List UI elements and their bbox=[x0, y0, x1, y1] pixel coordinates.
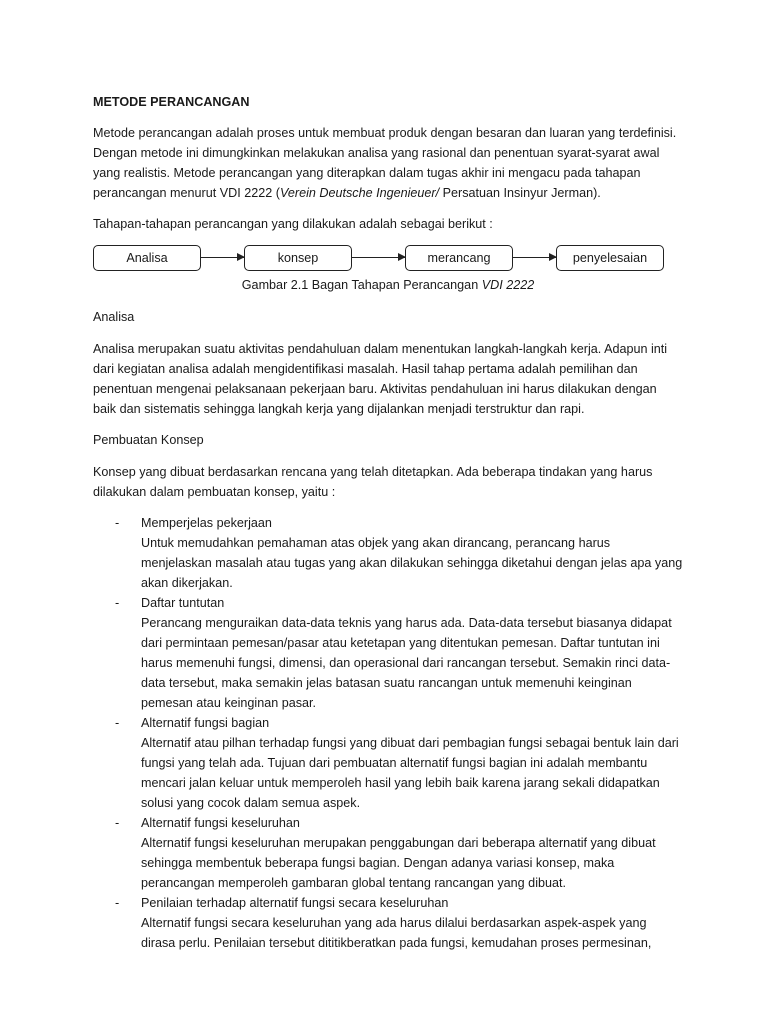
list-bullet: - bbox=[115, 596, 120, 610]
diagram-box-analisa: Analisa bbox=[93, 245, 201, 271]
list-item-body: Alternatif fungsi keseluruhan merupakan penggabungan dari beberapa alternatif yang dibuat sehingga membentuk beberapa fungsi bagian. Dengan adanya variasi konsep, maka perancangan memperoleh gambaran global tentang rancangan yang dibuat. bbox=[141, 836, 656, 890]
diagram-box-konsep: konsep bbox=[244, 245, 352, 271]
diagram-box-penyelesaian: penyelesaian bbox=[556, 245, 664, 271]
diagram-arrow bbox=[352, 257, 405, 258]
list-item-body: Alternatif fungsi secara keseluruhan yang ada harus dilalui berdasarkan aspek-aspek yang dirasa perlu. Penilaian tersebut dititikberatkan pada fungsi, kemudahan proses permesinan, bbox=[141, 916, 652, 950]
konsep-list bbox=[93, 513, 683, 953]
list-item bbox=[93, 713, 683, 813]
list-bullet: - bbox=[115, 516, 120, 530]
tahapan-intro: Tahapan-tahapan perancangan yang dilakukan adalah sebagai berikut : bbox=[93, 217, 493, 231]
intro-text: Metode perancangan adalah proses untuk membuat produk dengan besaran dan luaran yang terdefinisi. Dengan metode ini dimungkinkan melakukan analisa yang rasional dan penentuan syarat-syarat awal yang realistis. Metode perancangan yang diterapkan dalam tugas akhir ini mengacu pada tahapan perancangan menurut VDI 2222 ( bbox=[93, 126, 677, 200]
list-item-title: Penilaian terhadap alternatif fungsi secara keseluruhan bbox=[141, 896, 449, 910]
list-bullet: - bbox=[115, 816, 120, 830]
document-page bbox=[93, 92, 683, 953]
document-title: METODE PERANCANGAN bbox=[93, 95, 250, 109]
list-item-body: Untuk memudahkan pemahaman atas objek yang akan dirancang, perancang harus menjelaskan masalah atau tugas yang akan dilakukan sehingga diketahui dengan jelas apa yang akan dikerjakan. bbox=[141, 536, 683, 590]
list-item-body: Perancang menguraikan data-data teknis yang harus ada. Data-data tersebut biasanya didapat dari permintaan pemesan/pasar atau ketetapan yang ditentukan pemesan. Daftar tuntutan ini harus memenuhi fungsi, dimensi, dan operasional dari rancangan tersebut. Semakin rinci data-data tersebut, maka semakin jelas batasan suatu rancangan untuk memenuhi keinginan pemesan atau keinginan pasar. bbox=[141, 616, 672, 710]
section-heading-konsep: Pembuatan Konsep bbox=[93, 433, 204, 447]
list-bullet: - bbox=[115, 896, 120, 910]
caption-italic-text: VDI 2222 bbox=[481, 278, 535, 292]
section-heading-analisa: Analisa bbox=[93, 310, 135, 324]
list-item-title: Alternatif fungsi keseluruhan bbox=[141, 816, 300, 830]
diagram-arrow bbox=[513, 257, 556, 258]
caption-text: Gambar 2.1 Bagan Tahapan Perancangan bbox=[241, 278, 482, 292]
intro-paragraph bbox=[93, 123, 683, 203]
list-item bbox=[93, 593, 683, 713]
list-item-title: Alternatif fungsi bagian bbox=[141, 716, 270, 730]
list-item bbox=[93, 813, 683, 893]
list-item bbox=[93, 893, 683, 953]
list-item bbox=[93, 513, 683, 593]
process-diagram bbox=[93, 245, 683, 281]
diagram-arrow bbox=[201, 257, 244, 258]
diagram-box-merancang: merancang bbox=[405, 245, 513, 271]
list-item-title: Memperjelas pekerjaan bbox=[141, 516, 272, 530]
list-item-body: Alternatif atau pilhan terhadap fungsi yang dibuat dari pembagian fungsi sebagai bentuk lain dari fungsi yang telah ada. Tujuan dari pembuatan alternatif fungsi bagian ini adalah membantu mencari jalan keluar untuk memperoleh hasil yang lebih baik karena jarang sekali didapatkan solusi yang cocok dalam semua aspek. bbox=[141, 736, 679, 810]
list-item-title: Daftar tuntutan bbox=[141, 596, 225, 610]
konsep-paragraph: Konsep yang dibuat berdasarkan rencana yang telah ditetapkan. Ada beberapa tindakan yang harus dilakukan dalam pembuatan konsep, yaitu : bbox=[93, 465, 653, 499]
analisa-paragraph: Analisa merupakan suatu aktivitas pendahuluan dalam menentukan langkah-langkah kerja. Adapun inti dari kegiatan analisa adalah mengidentifikasi masalah. Hasil tahap pertama adalah pemilihan dan penentuan mengenai pelaksanaan pekerjaan baru. Aktivitas pendahuluan ini harus dilakukan dengan baik dan sistematis sehingga langkah kerja yang dijalankan menjadi terstruktur dan rapi. bbox=[93, 342, 668, 416]
intro-italic-text: Verein Deutsche Ingenieuer/ bbox=[279, 186, 440, 200]
list-bullet: - bbox=[115, 716, 120, 730]
intro-text-end: Persatuan Insinyur Jerman). bbox=[439, 186, 601, 200]
